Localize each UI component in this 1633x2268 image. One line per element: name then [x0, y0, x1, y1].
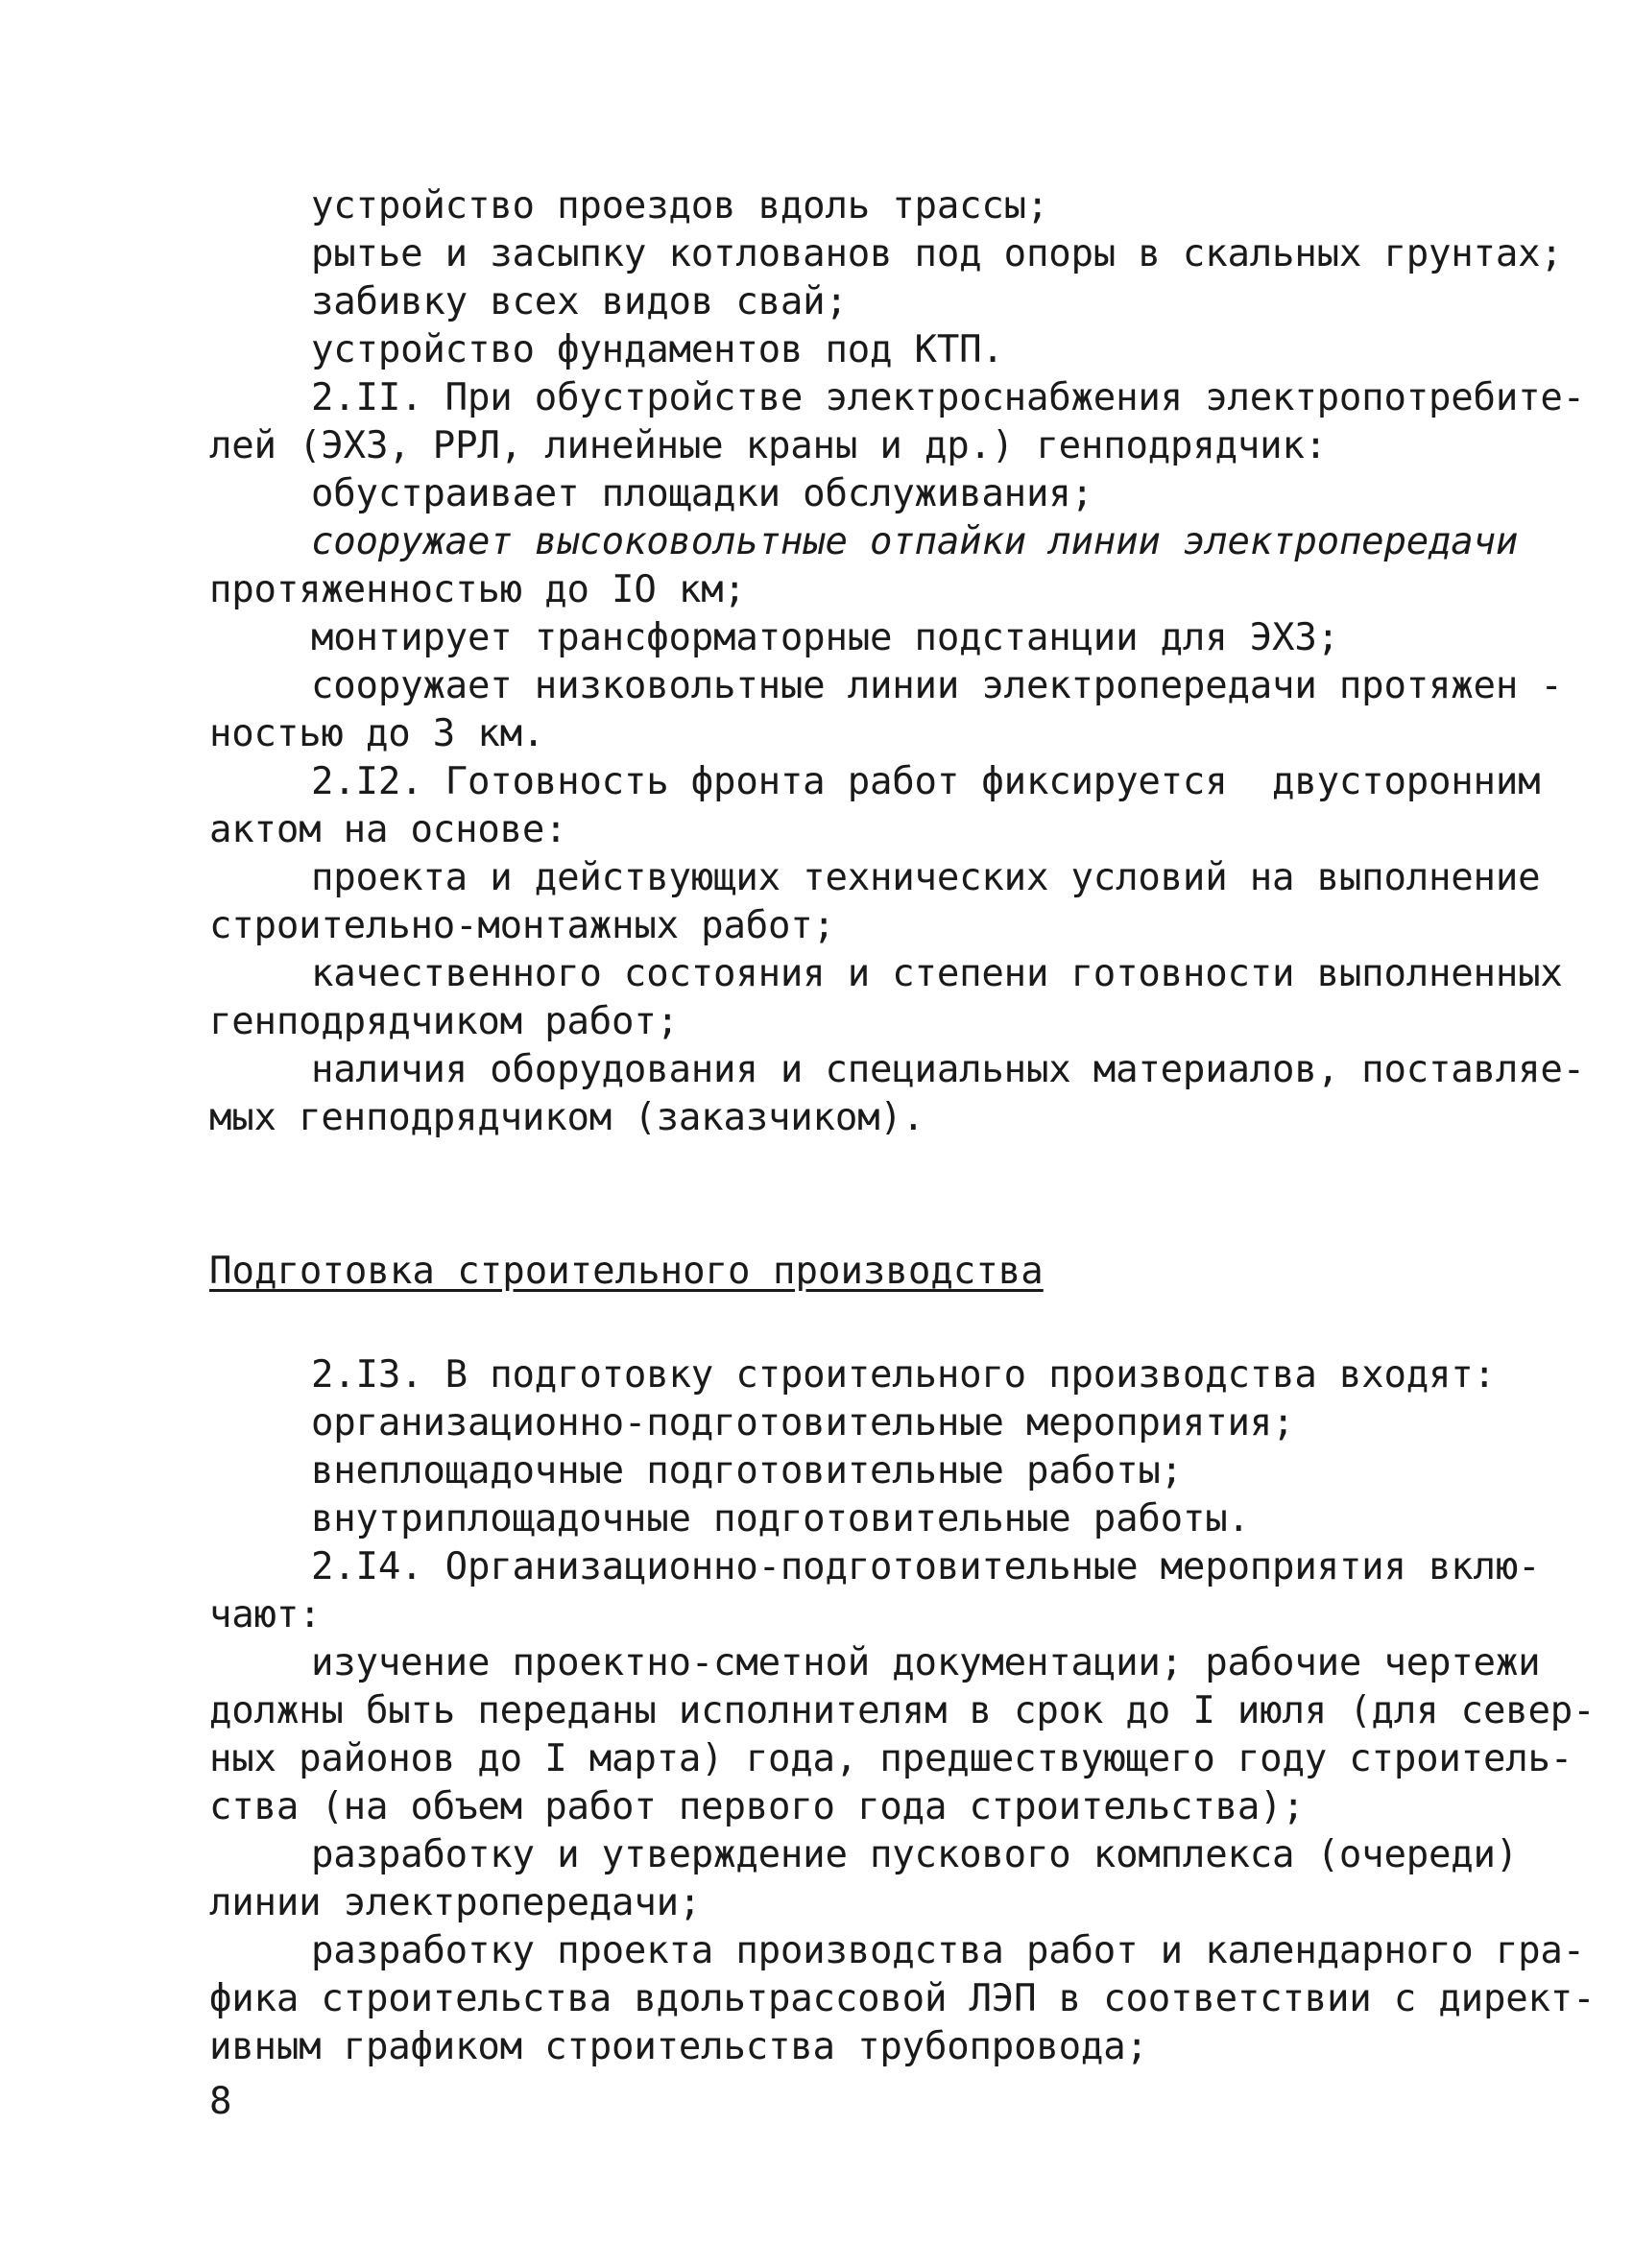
text-line: линии электропередачи; [209, 1881, 702, 1924]
text-line: протяженностью до IO км; [209, 568, 746, 611]
text-line: проекта и действующих технических условий на выполнение [311, 856, 1541, 899]
text-line: забивку всех видов свай; [311, 280, 848, 323]
section-heading: Подготовка строительного производства [209, 1250, 1044, 1293]
text-line: 2.II. При обустройстве электроснабжения электропотребите- [311, 376, 1585, 419]
text-line: сооружает низковольтные линии электропередачи протяжен - [311, 664, 1563, 707]
text-line: изучение проектно-сметной документации; рабочие чертежи [311, 1641, 1541, 1684]
text-line: внеплощадочные подготовительные работы; [311, 1449, 1183, 1492]
text-line: строительно-монтажных работ; [209, 904, 835, 947]
text-line: устройство проездов вдоль трассы; [311, 184, 1049, 227]
text-line: должны быть переданы исполнителям в срок до I июля (для север- [209, 1689, 1596, 1732]
text-line: фика строительства вдольтрассовой ЛЭП в соответствии с директ- [209, 1977, 1596, 2020]
text-line: устройство фундаментов под КТП. [311, 328, 1004, 371]
text-line: разработку и утверждение пускового комплекса (очереди) [311, 1833, 1519, 1876]
text-line: 2.I3. В подготовку строительного производства входят: [311, 1353, 1496, 1397]
text-line: ства (на объем работ первого года строительства); [209, 1785, 1305, 1828]
text-line: сооружает высоковольтные отпайки линии электропередачи [311, 520, 1519, 563]
text-line: организационно-подготовительные мероприятия; [311, 1401, 1295, 1444]
text-line: актом на основе: [209, 808, 567, 851]
text-line: ных районов до I марта) года, предшествующего году строитель- [209, 1737, 1573, 1780]
text-line: внутриплощадочные подготовительные работы. [311, 1497, 1250, 1540]
text-line: лей (ЭХЗ, РРЛ, линейные краны и др.) генподрядчик: [209, 424, 1327, 467]
text-line: обустраивает площадки обслуживания; [311, 472, 1093, 515]
text-line: чают: [209, 1593, 322, 1636]
text-line: ивным графиком строительства трубопровода; [209, 2025, 1148, 2068]
page-number: 8 [209, 2080, 232, 2123]
text-line: генподрядчиком работ; [209, 1000, 679, 1043]
text-line: наличия оборудования и специальных материалов, поставляе- [311, 1048, 1585, 1091]
text-line: монтирует трансформаторные подстанции для ЭХЗ; [311, 616, 1339, 659]
text-line: мых генподрядчиком (заказчиком). [209, 1096, 925, 1139]
text-line: 2.I2. Готовность фронта работ фиксируется двусторонним [311, 760, 1541, 803]
text-line: рытье и засыпку котлованов под опоры в скальных грунтах; [311, 232, 1563, 275]
text-line: разработку проекта производства работ и календарного гра- [311, 1929, 1585, 1972]
text-line: качественного состояния и степени готовности выполненных [311, 952, 1563, 995]
text-line: 2.I4. Организационно-подготовительные мероприятия вклю- [311, 1545, 1541, 1588]
text-line: ностью до 3 км. [209, 712, 545, 755]
